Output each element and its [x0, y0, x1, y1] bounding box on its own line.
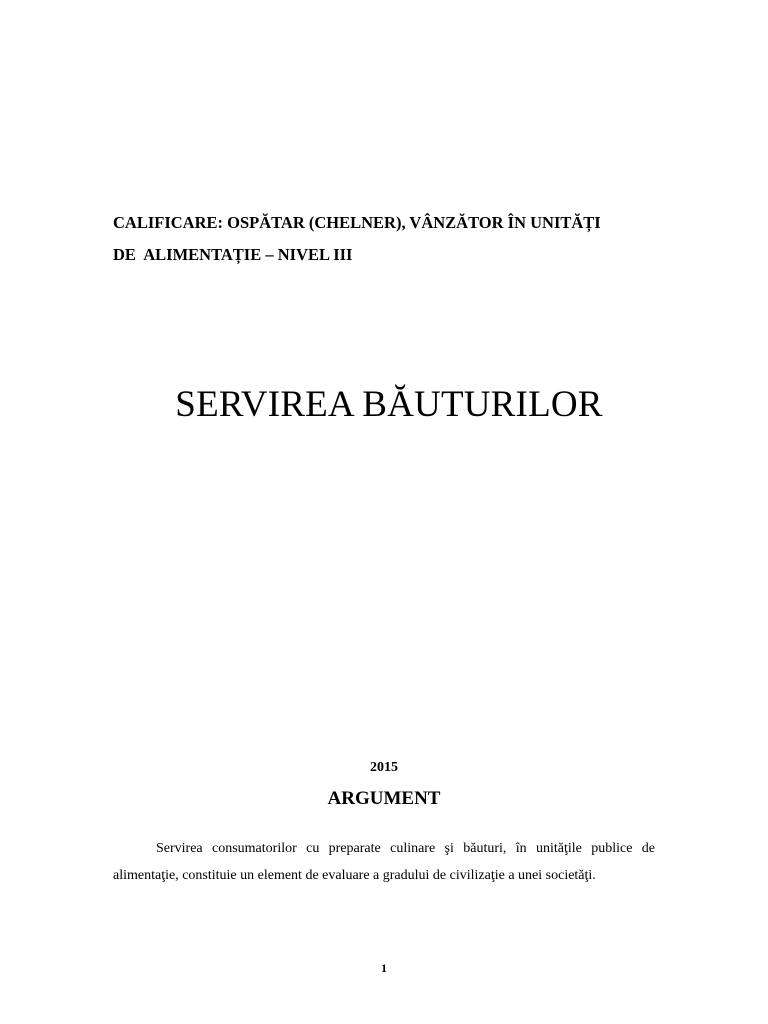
section-heading-argument: ARGUMENT: [327, 788, 441, 809]
body-paragraph: Servirea consumatorilor cu preparate culinare şi băuturi, în unităţile publice de alimentaţie, constituie un element de evaluare a gradului de civilizaţie a unei societăţi.: [113, 841, 655, 883]
page-number: 1: [381, 961, 387, 975]
document-year: 2015: [370, 760, 398, 775]
qualification-heading: [113, 207, 673, 271]
qualification-line-1: CALIFICARE: OSPĂTAR (CHELNER), VÂNZĂTOR ÎN UNITĂȚI: [113, 213, 601, 232]
qualification-line-2: DE ALIMENTAȚIE – NIVEL III: [113, 245, 353, 264]
document-title: SERVIREA BĂUTURILOR: [175, 384, 603, 425]
